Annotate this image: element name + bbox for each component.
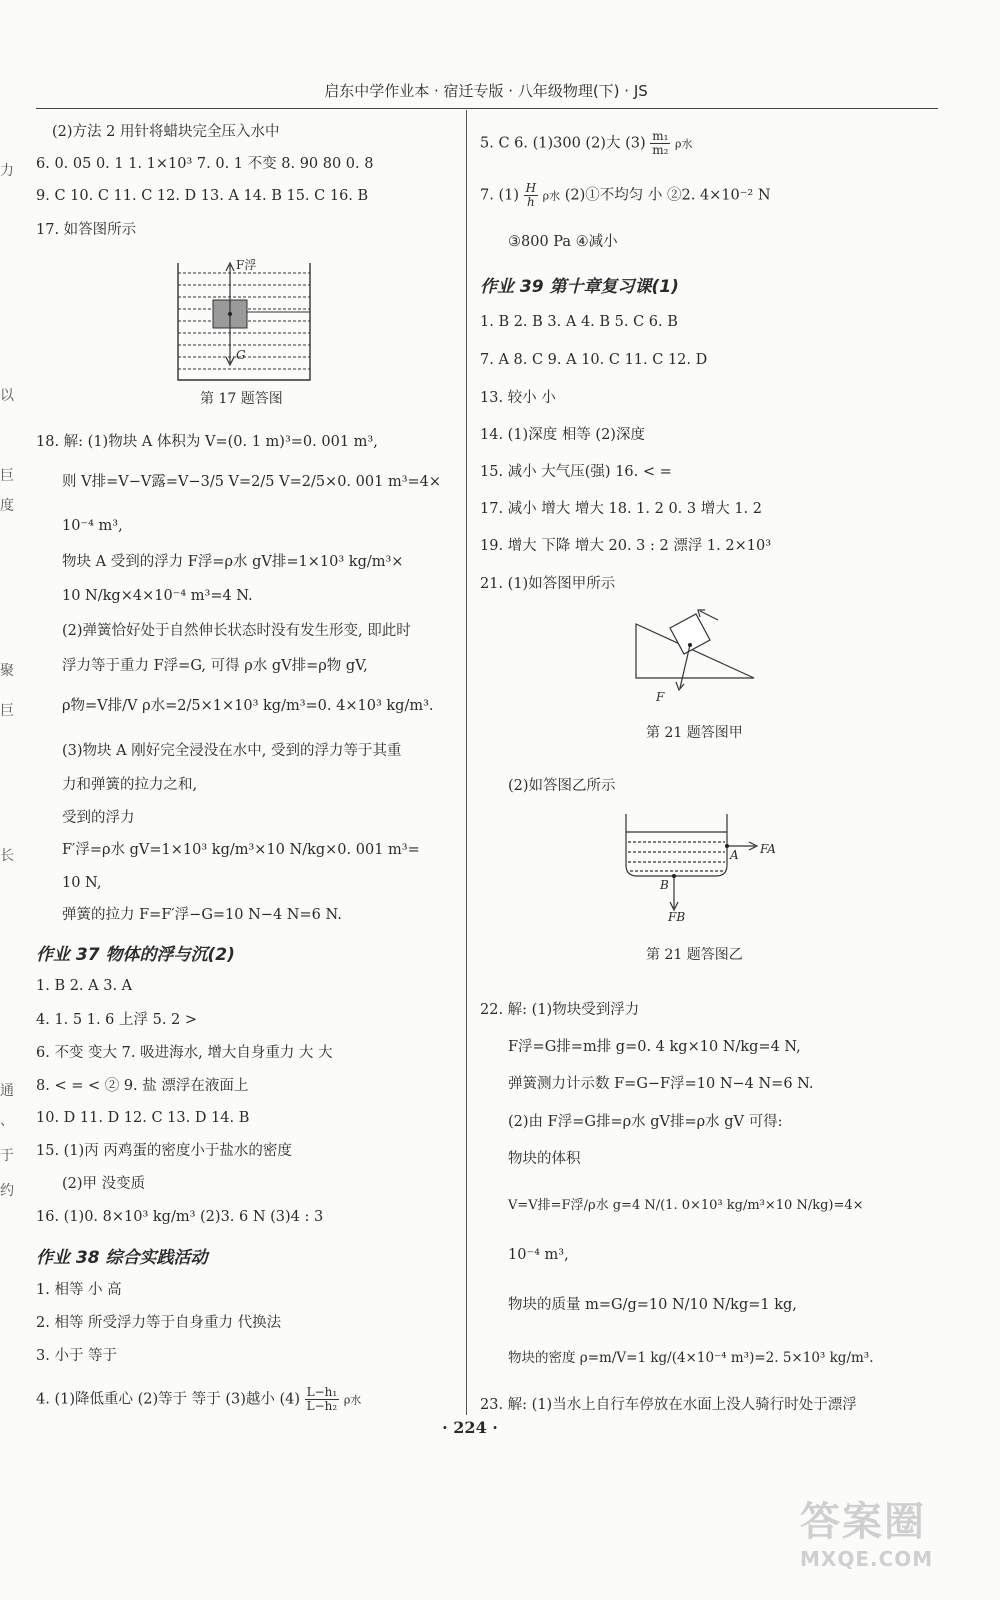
solution-line: 受到的浮力 <box>62 810 135 826</box>
answer-line: 17. 减小 增大 增大 18. 1. 2 0. 3 增大 1. 2 <box>480 501 762 517</box>
answer-text: (2)①不均匀 小 ②2. 4×10⁻² N <box>564 187 771 204</box>
solution-line: 10 N/kg×4×10⁻⁴ m³=4 N. <box>62 588 253 604</box>
answer-line: (2)如答图乙所示 <box>508 778 616 794</box>
solution-line: (3)物块 A 刚好完全浸没在水中, 受到的浮力等于其重 <box>62 743 402 759</box>
solution-line: 弹簧的拉力 F=F′浮−G=10 N−4 N=6 N. <box>62 907 342 923</box>
edge-char: 于 <box>0 1148 14 1164</box>
answer-line: 2. 相等 所受浮力等于自身重力 代换法 <box>36 1315 282 1331</box>
figure-21a-diagram <box>630 608 760 708</box>
solution-line: 则 V排=V−V露=V−3/5 V=2/5 V=2/5×0. 001 m³=4× <box>62 474 442 490</box>
solution-line: 23. 解: (1)当水上自行车停放在水面上没人骑行时处于漂浮 <box>480 1397 857 1413</box>
answer-line <box>36 1386 361 1413</box>
answer-line: 1. B 2. B 3. A 4. B 5. C 6. B <box>480 314 678 330</box>
fraction <box>524 182 538 209</box>
answer-line: 7. A 8. C 9. A 10. C 11. C 12. D <box>480 352 708 368</box>
fraction-numerator: L−h₁ <box>306 1385 338 1399</box>
watermark-url: MXQE.COM <box>800 1547 934 1571</box>
edge-char: 通 <box>0 1083 14 1099</box>
edge-char: 力 <box>0 163 14 179</box>
answer-line: 4. 1. 5 1. 6 上浮 5. 2 > <box>36 1012 198 1028</box>
fig17-force-label: F浮 <box>236 258 257 272</box>
answer-line: 1. B 2. A 3. A <box>36 978 133 994</box>
solution-line: 弹簧测力计示数 F=G−F浮=10 N−4 N=6 N. <box>508 1076 814 1092</box>
solution-line: 18. 解: (1)物块 A 体积为 V=(0. 1 m)³=0. 001 m³, <box>36 434 378 450</box>
answer-line: 14. (1)深度 相等 (2)深度 <box>480 427 645 443</box>
answer-line: 15. (1)丙 丙鸡蛋的密度小于盐水的密度 <box>36 1143 292 1159</box>
solution-line: F浮=G排=m排 g=0. 4 kg×10 N/kg=4 N, <box>508 1039 801 1055</box>
answer-line: 6. 0. 05 0. 1 1. 1×10³ 7. 0. 1 不变 8. 90 80 0. 8 <box>36 156 374 172</box>
answer-text: 5. C 6. (1)300 (2)大 (3) <box>480 135 646 152</box>
solution-line: 物块的体积 <box>508 1151 581 1167</box>
solution-line: (2)弹簧恰好处于自然伸长状态时没有发生形变, 即此时 <box>62 623 411 639</box>
answer-line: 6. 不变 变大 7. 吸进海水, 增大自身重力 大 大 <box>36 1045 333 1061</box>
answer-line: (2)甲 没变质 <box>62 1176 146 1192</box>
fraction-numerator: m₁ <box>652 129 669 143</box>
header-rule <box>36 108 938 109</box>
figure-17-diagram <box>170 255 320 385</box>
fraction-denominator: h <box>526 195 535 209</box>
figure-21a-caption: 第 21 题答图甲 <box>646 725 743 741</box>
section-heading-38: 作业 38 综合实践活动 <box>36 1248 208 1268</box>
fraction-denominator: L−h₂ <box>306 1399 338 1413</box>
solution-line: 10⁻⁴ m³, <box>62 518 123 534</box>
answer-line: 15. 减小 大气压(强) 16. < = <box>480 464 672 480</box>
edge-char: 长 <box>0 848 14 864</box>
solution-line: V=V排=F浮/ρ水 g=4 N/(1. 0×10³ kg/m³×10 N/kg)=4× <box>508 1198 864 1213</box>
answer-line: 8. < = < ② 9. 盐 漂浮在液面上 <box>36 1078 249 1094</box>
solution-line: (2)由 F浮=G排=ρ水 gV排=ρ水 gV 可得: <box>508 1114 783 1130</box>
fraction-tail: ρ水 <box>343 1393 362 1407</box>
solution-line: 10⁻⁴ m³, <box>508 1247 569 1263</box>
answer-line: (2)方法 2 用针将蜡块完全压入水中 <box>52 124 280 140</box>
answer-line <box>480 182 771 209</box>
watermark-text: 答案圈 <box>800 1499 926 1545</box>
answer-text: 4. (1)降低重心 (2)等于 等于 (3)越小 (4) <box>36 1391 301 1408</box>
fig21b-force-b-label: FB <box>668 910 686 924</box>
fig17-gravity-label: G <box>236 348 246 362</box>
edge-char: 、 <box>0 1113 14 1129</box>
solution-line: 浮力等于重力 F浮=G, 可得 ρ水 gV排=ρ物 gV, <box>62 658 368 674</box>
fraction-denominator: m₂ <box>652 143 669 157</box>
answer-line: 19. 增大 下降 增大 20. 3 : 2 漂浮 1. 2×10³ <box>480 538 772 554</box>
section-heading-39: 作业 39 第十章复习课(1) <box>480 277 679 297</box>
answer-line: 3. 小于 等于 <box>36 1348 118 1364</box>
running-header: 启东中学作业本 · 宿迁专版 · 八年级物理(下) · JS <box>324 82 648 100</box>
fraction <box>650 130 670 157</box>
edge-char: 巨 <box>0 468 14 484</box>
answer-text: 7. (1) <box>480 187 519 204</box>
figure-17-caption: 第 17 题答图 <box>200 391 283 407</box>
fraction <box>305 1386 340 1413</box>
answer-line: 21. (1)如答图甲所示 <box>480 576 616 592</box>
solution-line: 10 N, <box>62 875 102 891</box>
solution-line: ρ物=V排/V ρ水=2/5×1×10³ kg/m³=0. 4×10³ kg/m³. <box>62 698 434 714</box>
edge-char: 巨 <box>0 703 14 719</box>
answer-line: 16. (1)0. 8×10³ kg/m³ (2)3. 6 N (3)4 : 3 <box>36 1209 324 1225</box>
edge-char: 度 <box>0 498 14 514</box>
answer-line: 17. 如答图所示 <box>36 222 137 238</box>
fig21a-force-label: F <box>656 690 665 704</box>
answer-line <box>480 130 693 157</box>
fig21b-force-a-label: FA <box>760 842 776 856</box>
edge-char: 以 <box>0 388 14 404</box>
page-number: · 224 · <box>442 1418 498 1437</box>
answer-line: ③800 Pa ④减小 <box>508 234 618 250</box>
solution-line: 22. 解: (1)物块受到浮力 <box>480 1002 640 1018</box>
solution-line: 力和弹簧的拉力之和, <box>62 777 198 793</box>
answer-line: 9. C 10. C 11. C 12. D 13. A 14. B 15. C 16. B <box>36 188 369 204</box>
answer-line: 1. 相等 小 高 <box>36 1282 122 1298</box>
watermark-logo <box>800 1490 990 1590</box>
answer-line: 13. 较小 小 <box>480 390 556 406</box>
section-heading-37: 作业 37 物体的浮与沉(2) <box>36 945 235 965</box>
figure-21b-diagram <box>620 810 780 930</box>
solution-line: 物块的密度 ρ=m/V=1 kg/(4×10⁻⁴ m³)=2. 5×10³ kg/m³. <box>508 1350 874 1366</box>
solution-line: 物块 A 受到的浮力 F浮=ρ水 gV排=1×10³ kg/m³× <box>62 554 404 570</box>
edge-char: 聚 <box>0 663 14 679</box>
fraction-tail: ρ水 <box>675 137 693 151</box>
figure-21b-caption: 第 21 题答图乙 <box>646 947 743 963</box>
fig21b-point-a-label: A <box>730 848 739 862</box>
solution-line: 物块的质量 m=G/g=10 N/10 N/kg=1 kg, <box>508 1297 797 1313</box>
fig21b-point-b-label: B <box>660 878 669 892</box>
fraction-tail: ρ水 <box>542 189 561 203</box>
column-divider <box>466 110 467 1415</box>
solution-line: F′浮=ρ水 gV=1×10³ kg/m³×10 N/kg×0. 001 m³= <box>62 842 420 858</box>
fraction-numerator: H <box>525 181 537 195</box>
edge-char: 约 <box>0 1183 14 1199</box>
answer-line: 10. D 11. D 12. C 13. D 14. B <box>36 1110 250 1126</box>
